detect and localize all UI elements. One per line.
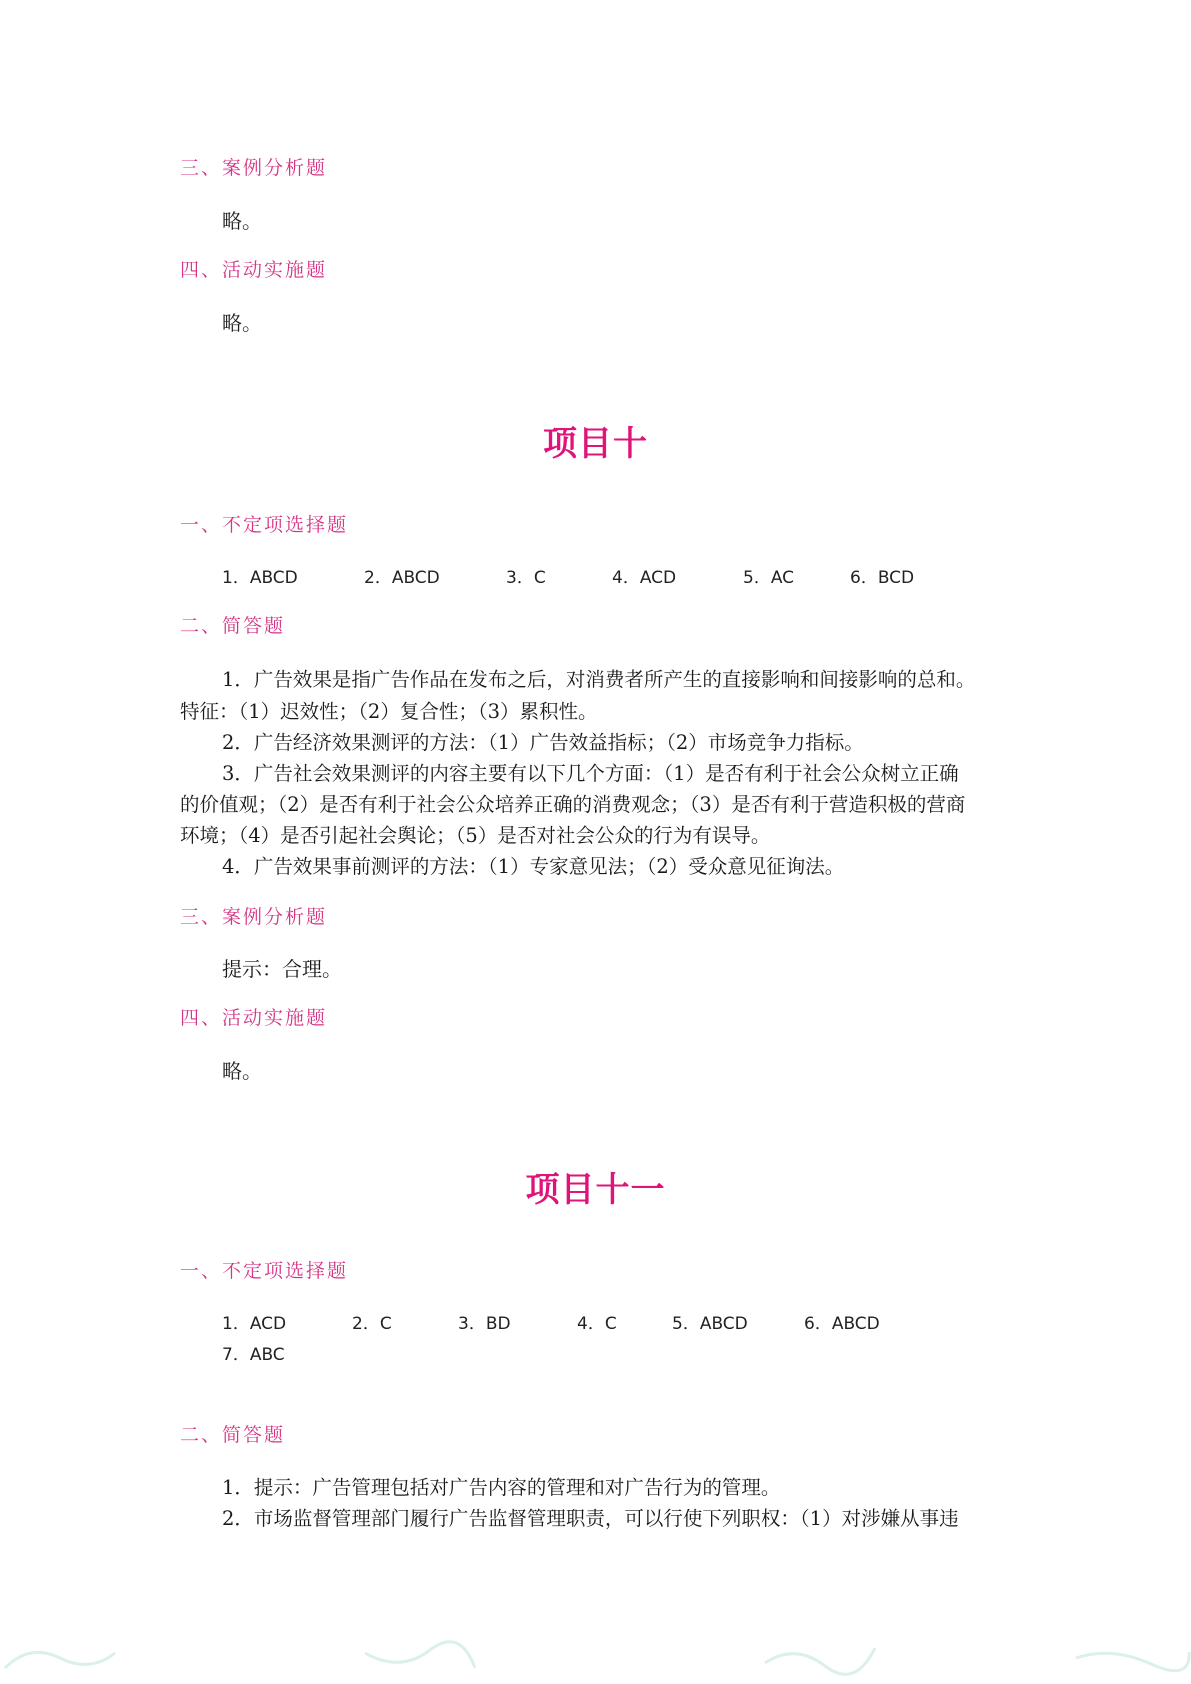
p10-line-7: 4．广告效果事前测评的方法：（1）专家意见法；（2）受众意见征询法。 bbox=[222, 855, 845, 878]
p10-heading-multiple-choice: 一、不定项选择题 bbox=[180, 514, 349, 536]
p10-answer-row bbox=[0, 563, 1191, 587]
section-heading-case-analysis: 三、案例分析题 bbox=[180, 157, 328, 179]
p11-answer-rows bbox=[0, 1309, 1191, 1365]
case-analysis-answer: 略。 bbox=[222, 209, 262, 233]
p11-answer-2: 2．C bbox=[352, 1314, 392, 1334]
p10-line-6: 环境；（4）是否引起社会舆论；（5）是否对社会公众的行为有误导。 bbox=[180, 824, 771, 847]
p11-line-1: 1．提示：广告管理包括对广告内容的管理和对广告行为的管理。 bbox=[222, 1476, 781, 1499]
p10-answer-1: 1．ABCD bbox=[222, 568, 298, 588]
p11-answer-7: 7．ABC bbox=[222, 1345, 285, 1365]
p11-answer-3: 3．BD bbox=[458, 1314, 511, 1334]
p10-activity-answer: 略。 bbox=[222, 1059, 262, 1083]
p10-answer-2: 2．ABCD bbox=[364, 568, 440, 588]
p11-heading-multiple-choice: 一、不定项选择题 bbox=[180, 1260, 349, 1282]
p11-answer-1: 1．ACD bbox=[222, 1314, 287, 1334]
p11-answer-4: 4．C bbox=[577, 1314, 617, 1334]
p10-heading-activity: 四、活动实施题 bbox=[180, 1007, 328, 1029]
p11-line-2: 2．市场监督管理部门履行广告监督管理职责，可以行使下列职权：（1）对涉嫌从事违 bbox=[222, 1507, 959, 1530]
p10-line-5: 的价值观；（2）是否有利于社会公众培养正确的消费观念；（3）是否有利于营造积极的营商 bbox=[180, 793, 966, 816]
activity-answer: 略。 bbox=[222, 311, 262, 335]
p10-line-3: 2．广告经济效果测评的方法：（1）广告效益指标；（2）市场竞争力指标。 bbox=[222, 731, 864, 754]
p10-case-analysis-answer: 提示：合理。 bbox=[222, 957, 342, 981]
watermark-decoration-icon bbox=[1071, 1638, 1191, 1678]
p10-answer-6: 6．BCD bbox=[850, 568, 915, 588]
p11-answer-6: 6．ABCD bbox=[804, 1314, 880, 1334]
p11-answer-5: 5．ABCD bbox=[672, 1314, 748, 1334]
project-eleven-title: 项目十一 bbox=[525, 1170, 666, 1210]
p10-line-4: 3．广告社会效果测评的内容主要有以下几个方面：（1）是否有利于社会公众树立正确 bbox=[222, 762, 959, 785]
watermark-decoration-icon bbox=[0, 1638, 120, 1678]
p10-heading-short-answer: 二、简答题 bbox=[180, 615, 286, 637]
watermark-decoration-icon bbox=[760, 1638, 880, 1678]
p10-answer-4: 4．ACD bbox=[612, 568, 677, 588]
watermark-decoration-icon bbox=[360, 1638, 480, 1678]
p10-heading-case-analysis: 三、案例分析题 bbox=[180, 906, 328, 928]
p10-answer-5: 5．AC bbox=[743, 568, 795, 588]
p11-heading-short-answer: 二、简答题 bbox=[180, 1424, 286, 1446]
p10-line-2: 特征：（1）迟效性；（2）复合性；（3）累积性。 bbox=[180, 700, 598, 723]
p10-answer-3: 3．C bbox=[506, 568, 546, 588]
p10-line-1: 1．广告效果是指广告作品在发布之后，对消费者所产生的直接影响和间接影响的总和。 bbox=[222, 668, 976, 691]
project-ten-title: 项目十 bbox=[543, 424, 648, 464]
section-heading-activity: 四、活动实施题 bbox=[180, 259, 328, 281]
